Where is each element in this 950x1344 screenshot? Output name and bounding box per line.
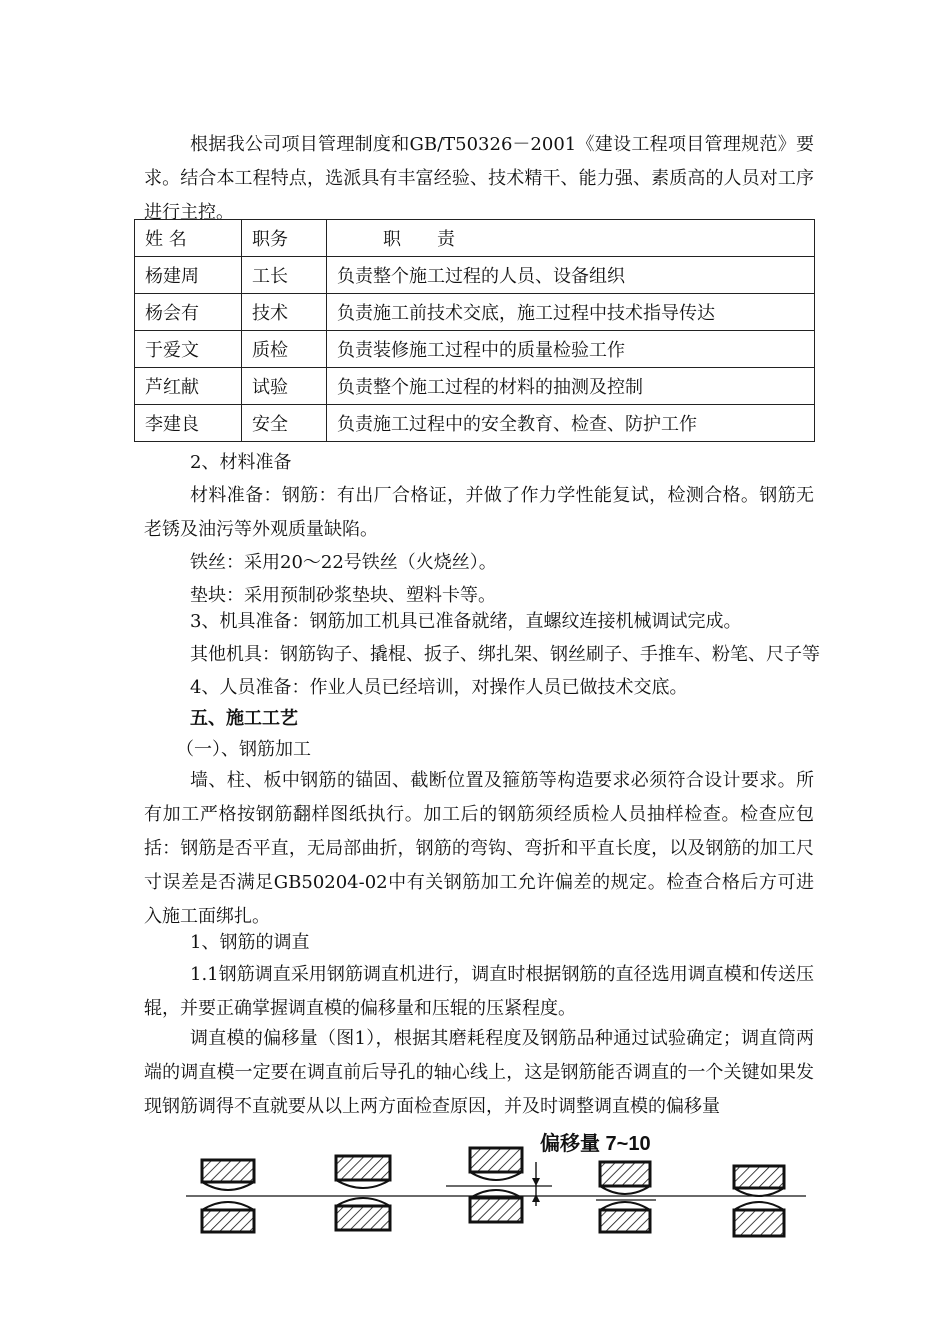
block-line: 垫块：采用预制砂浆垫块、塑料卡等。 — [190, 585, 496, 606]
staff-duty: 负责装修施工过程中的质量检验工作 — [327, 331, 815, 368]
straighten-paragraph-1: 1.1钢筋调直采用钢筋调直机进行，调直时根据钢筋的直径选用调直模和传送压辊，并要正确掌握调直模的偏移量和压辊的压紧程度。 — [144, 964, 814, 1019]
subsection-heading: （一）、钢筋加工 — [176, 739, 311, 760]
straighten-paragraph-2: 调直模的偏移量（图1），根据其磨耗程度及钢筋品种通过试验确定；调直筒两端的调直模一定要在调直前后导孔的轴心线上，这是钢筋能否调直的一个关键如果发现钢筋调得不直就要从以上两方面检查原因，并及时调整调直模的偏移量 — [144, 1028, 814, 1117]
header-position: 职务 — [242, 220, 327, 257]
offset-label: 偏移量 7~10 — [540, 1133, 651, 1155]
section-heading: 五、施工工艺 — [190, 708, 298, 729]
table-row — [135, 405, 815, 442]
intro-paragraph: 根据我公司项目管理制度和GB/T50326－2001《建设工程项目管理规范》要求。结合本工程特点，选派具有丰富经验、技术精干、能力强、素质高的人员对工序进行主控。 — [144, 134, 814, 223]
materials-heading: 2、材料准备 — [190, 452, 292, 473]
personnel-line: 4、人员准备：作业人员已经培训，对操作人员已做技术交底。 — [190, 677, 688, 698]
die-3 — [446, 1148, 552, 1222]
staff-duty: 负责施工前技术交底，施工过程中技术指导传达 — [327, 294, 815, 331]
staff-name: 杨建周 — [135, 257, 242, 294]
staff-table — [134, 219, 815, 442]
staff-position: 试验 — [242, 368, 327, 405]
staff-name: 杨会有 — [135, 294, 242, 331]
header-name: 姓 名 — [135, 220, 242, 257]
staff-position: 质检 — [242, 331, 327, 368]
staff-name: 于爱文 — [135, 331, 242, 368]
staff-position: 安全 — [242, 405, 327, 442]
processing-paragraph: 墙、柱、板中钢筋的锚固、截断位置及箍筋等构造要求必须符合设计要求。所有加工严格按钢筋翻样图纸执行。加工后的钢筋须经质检人员抽样检查。检查应包括：钢筋是否平直，无局部曲折，钢筋的弯钩、弯折和平直长度，以及钢筋的加工尺寸误差是否满足GB50204-02中有关钢筋加工允许偏差的规定。检查合格后方可进入施工面绑扎。 — [144, 770, 814, 927]
wire-line: 铁丝：采用20～22号铁丝（火烧丝）。 — [190, 552, 497, 573]
table-row — [135, 331, 815, 368]
table-header-row — [135, 220, 815, 257]
table-row — [135, 257, 815, 294]
table-row — [135, 368, 815, 405]
staff-position: 工长 — [242, 257, 327, 294]
staff-position: 技术 — [242, 294, 327, 331]
staff-duty: 负责施工过程中的安全教育、检查、防护工作 — [327, 405, 815, 442]
die-5 — [734, 1166, 784, 1236]
straighten-heading: 1、钢筋的调直 — [190, 932, 310, 953]
machine-line: 3、机具准备：钢筋加工机具已准备就绪，直螺纹连接机械调试完成。 — [190, 611, 742, 632]
staff-name: 李建良 — [135, 405, 242, 442]
header-duty: 职 责 — [327, 220, 815, 257]
table-row — [135, 294, 815, 331]
staff-name: 芦红献 — [135, 368, 242, 405]
die-2 — [336, 1156, 390, 1230]
die-4 — [596, 1162, 656, 1232]
straightening-die-figure — [186, 1126, 806, 1256]
materials-paragraph: 材料准备：钢筋：有出厂合格证，并做了作力学性能复试，检测合格。钢筋无老锈及油污等外观质量缺陷。 — [144, 485, 814, 540]
staff-duty: 负责整个施工过程的材料的抽测及控制 — [327, 368, 815, 405]
staff-duty: 负责整个施工过程的人员、设备组织 — [327, 257, 815, 294]
other-tools-line: 其他机具：钢筋钩子、撬棍、扳子、绑扎架、钢丝刷子、手推车、粉笔、尺子等 — [190, 644, 820, 665]
